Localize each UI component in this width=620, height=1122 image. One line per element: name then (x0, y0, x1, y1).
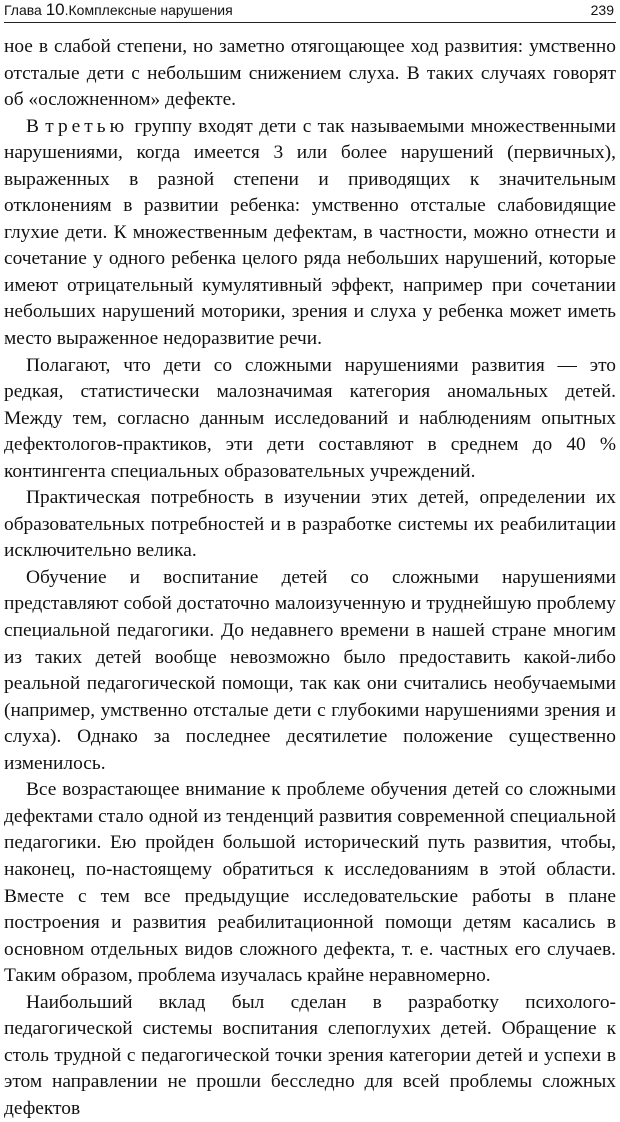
paragraph: Все возрастающее внимание к проблеме обучения детей со сложными дефектами стало одной из тенденций развития современной специальной педагогики. Ею пройден большой исторический путь развития, чтобы, наконец, по-настоящему обратиться к исследованиям в этой области. Вместе с тем все предыдущие исследовательские работы в плане построения и развития реабилитационной помощи детям касались в основном отдельных видов сложного дефекта, т. е. частных его случаев. Таким образом, проблема изучалась крайне неравномерно. (4, 779, 616, 987)
chapter-name: .Комплексные нарушения (64, 2, 233, 18)
chapter-number: 10 (45, 0, 65, 19)
emphasized-word: третью (45, 115, 129, 137)
paragraph-lead: В (26, 115, 46, 137)
paragraph-continued: ное в слабой степени, но заметно отягощающее ход развития: умственно отсталые дети с небольшим снижением слуха. В таких случаях говорят об «осложненном» дефекте. (4, 36, 616, 111)
chapter-prefix: Глава (4, 2, 46, 18)
paragraph: Обучение и воспитание детей со сложными нарушениями представляют собой достаточно малоизученную и труднейшую проблему специальной педагогики. До недавнего времени в нашей стране многим из таких детей вообще невозможно было предоставить какой-либо реальной педагогической помощи, так как они считались необучаемыми (например, умственно отсталые дети с глубокими нарушениями зрения и слуха). Однако за последнее десятилетие положение существенно изменилось. (4, 566, 616, 774)
paragraph: Практическая потребность в изучении этих детей, определении их образовательных потребностей и в разработке системы их реабилитации исключительно велика. (4, 487, 616, 562)
paragraph (4, 114, 616, 353)
page-number: 239 (590, 2, 614, 18)
chapter-title (4, 0, 233, 20)
paragraph: Наибольший вклад был сделан в разработку психолого-педагогической системы воспитания слепоглухих детей. Обращение к столь трудной с педагогической точки зрения категории детей и успехи в этом направлении не прошли бесследно для всей проблемы сложных дефектов (4, 991, 616, 1119)
paragraph: Полагают, что дети со сложными нарушениями развития — это редкая, статистически малозначимая категория аномальных детей. Между тем, согласно данным исследований и наблюдениям опытных дефектологов-практиков, эти дети составляют в среднем до 40 % контингента специальных образовательных учреждений. (4, 354, 616, 482)
running-header (4, 0, 616, 23)
paragraph-text: группу входят дети с так называемыми множественными нарушениями, когда имеется 3 или более нарушений (первичных), выраженных в разной степени и приводящих к значительным отклонениям в развитии ребенка: умственно отсталые слабовидящие глухие дети. К множественным дефектам, в частности, можно отнести и сочетание у одного ребенка целого ряда небольших нарушений, которые имеют отрицательный кумулятивный эффект, например при сочетании небольших нарушений моторики, зрения и слуха у ребенка может иметь место выраженное недоразвитие речи. (4, 115, 616, 350)
